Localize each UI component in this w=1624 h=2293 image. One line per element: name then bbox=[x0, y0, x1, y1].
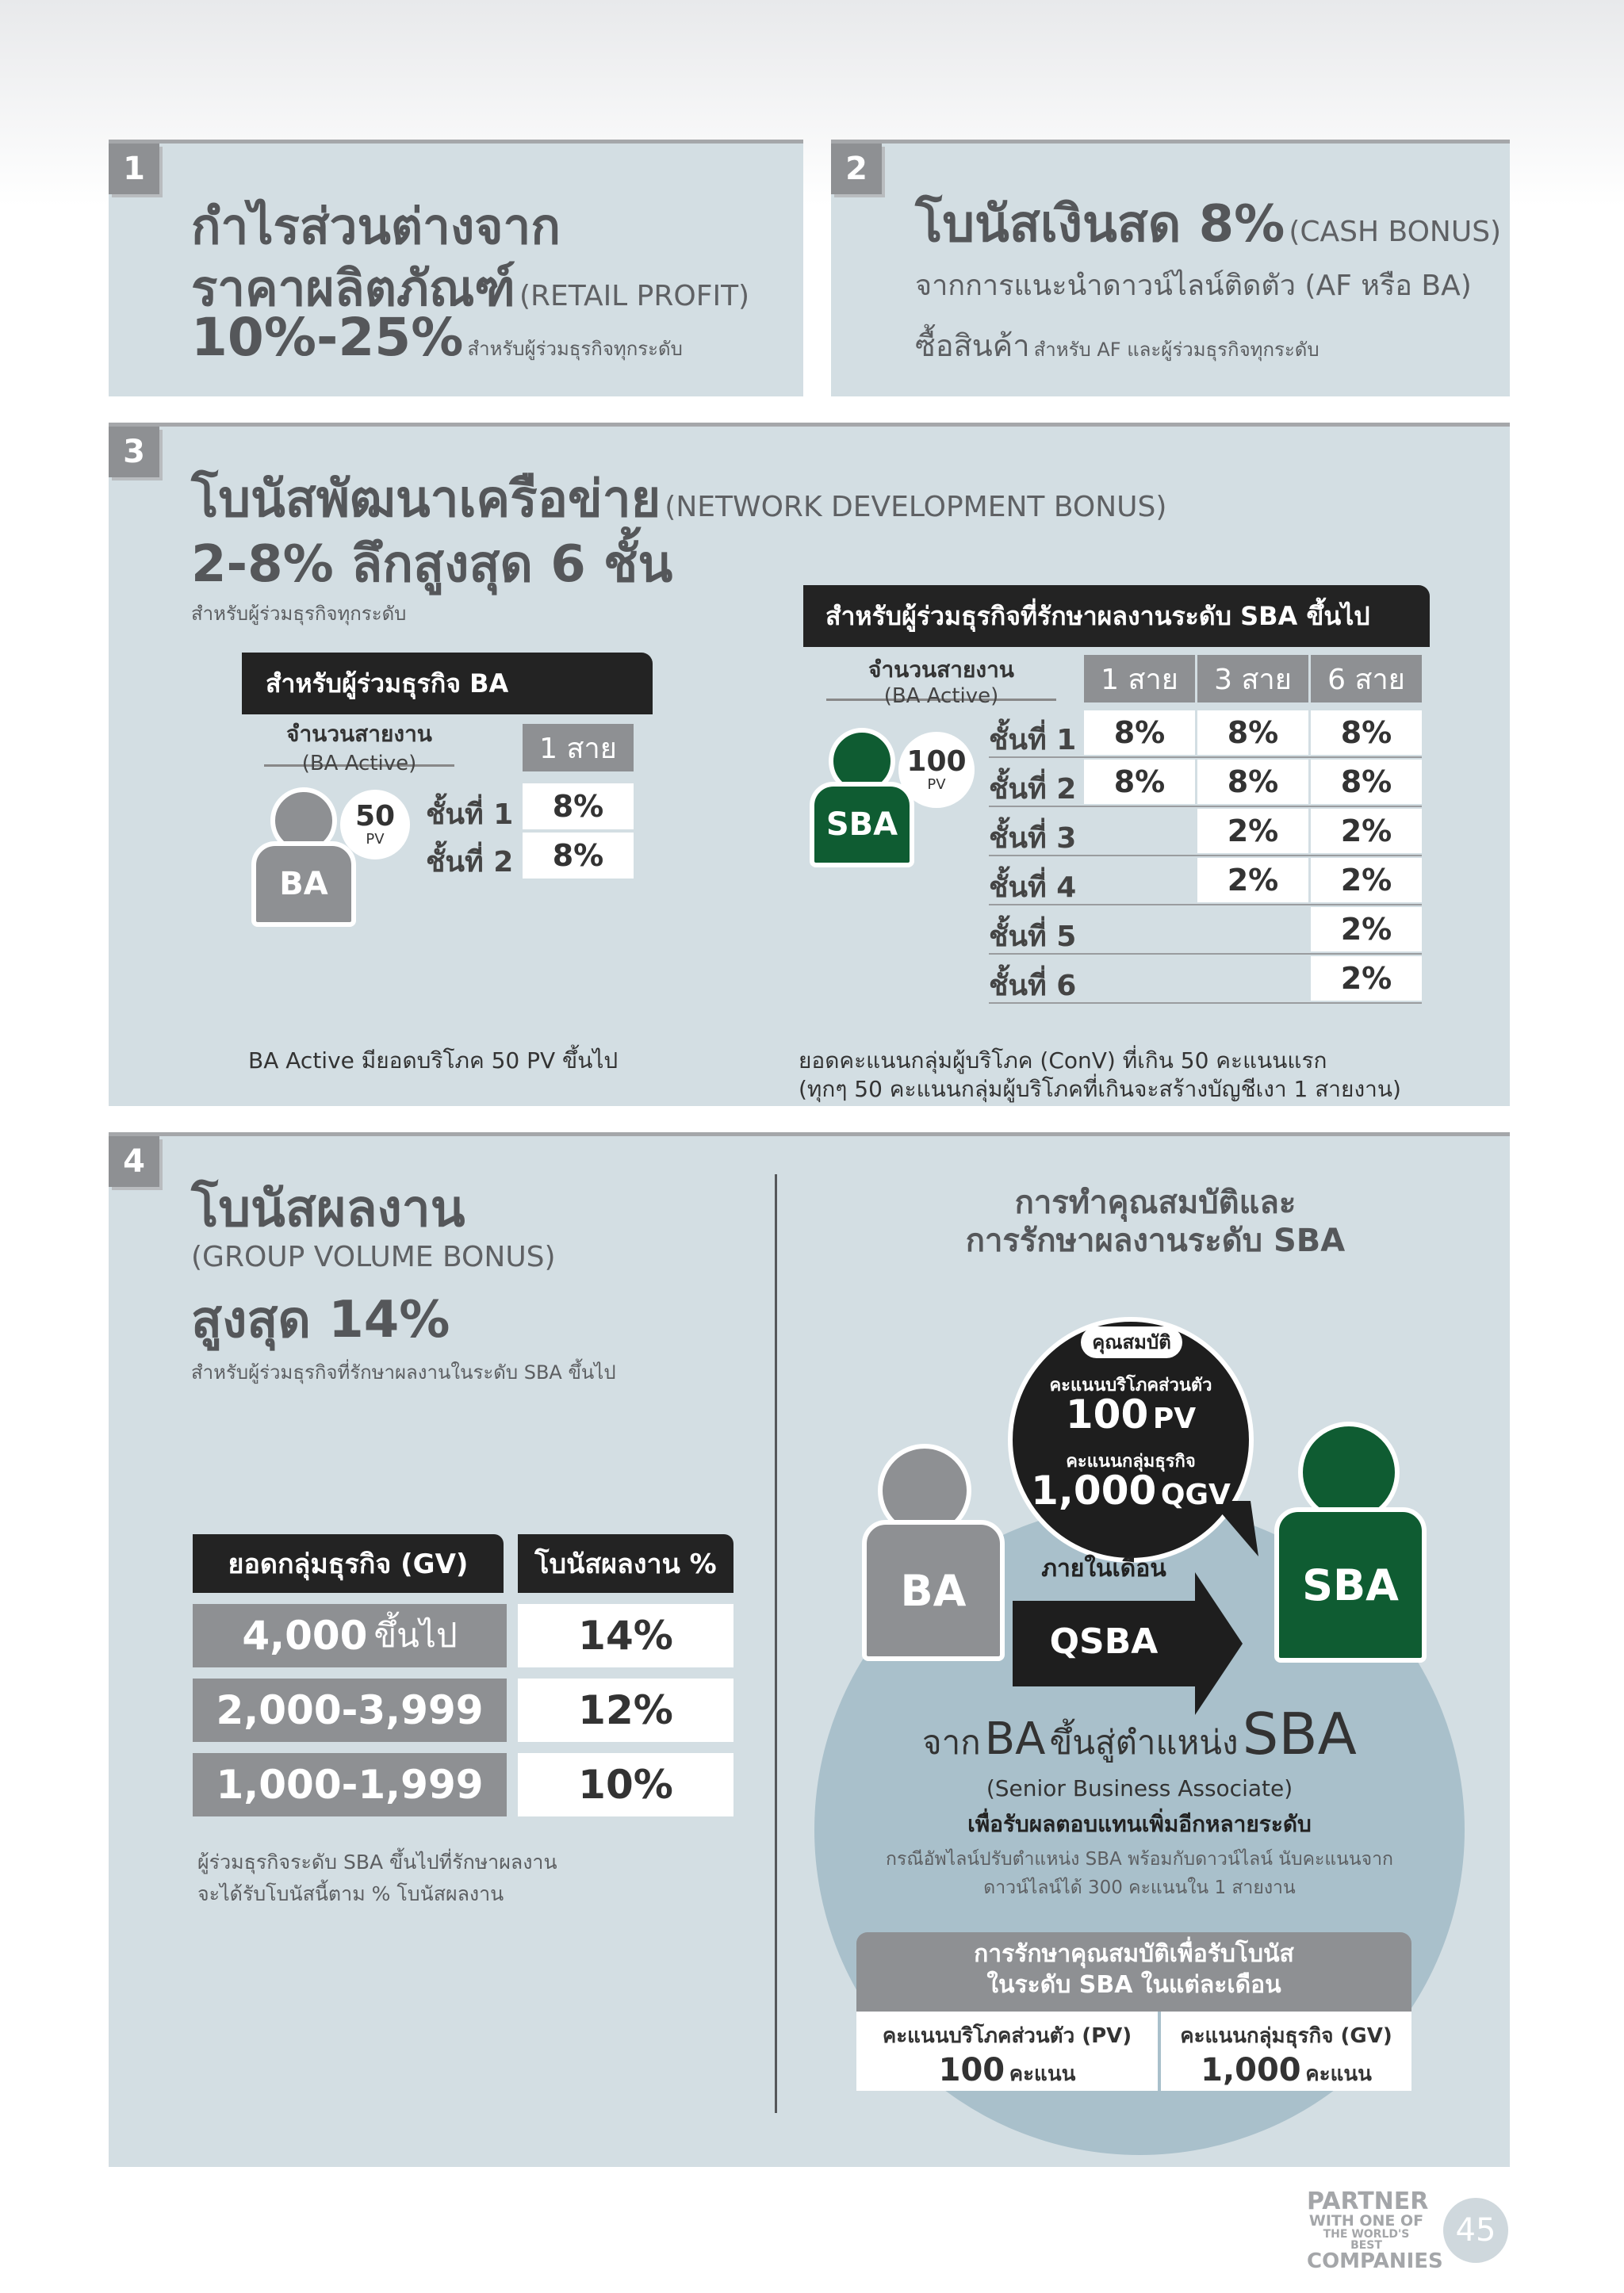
pv-value: 100 bbox=[906, 745, 967, 778]
promotion-line bbox=[822, 1701, 1457, 1769]
gv-table-head-2 bbox=[518, 1534, 733, 1593]
person-body: BA bbox=[251, 841, 356, 927]
maint-title-1: การรักษาคุณสมบัติเพื่อรับโบนัส bbox=[974, 1940, 1294, 1968]
arrow-top-label: ภายในเดือน bbox=[1041, 1555, 1166, 1583]
qualify-title bbox=[799, 1184, 1512, 1260]
promotion-note-1: กรณีอัพไลน์ปรับตำแหน่ง SBA พร้อมกับดาวน์ไลน์ นับคะแนนจาก bbox=[886, 1849, 1393, 1870]
gv-footnote-1: ผู้ร่วมธุรกิจระดับ SBA ขึ้นไปที่รักษาผลงาน bbox=[197, 1851, 557, 1874]
gv-row-2-range bbox=[193, 1679, 507, 1742]
tagline-3: THE WORLD'S BEST bbox=[1323, 2228, 1410, 2252]
title-thai: โบนัสพัฒนาเครือข่าย bbox=[191, 470, 661, 529]
sba-level-5: ชั้นที่ 5 bbox=[989, 921, 1077, 953]
to-sba: SBA bbox=[1242, 1701, 1357, 1767]
footer-tagline bbox=[1307, 2188, 1443, 2273]
sba-table-bar bbox=[803, 585, 1430, 647]
sba-level-6: ชั้นที่ 6 bbox=[989, 970, 1077, 1002]
pv-req bbox=[1013, 1391, 1249, 1437]
sba-full-name: (Senior Business Associate) bbox=[986, 1775, 1293, 1801]
sba-row-divider bbox=[989, 1002, 1422, 1004]
sba-col-header-3: 3 สาย bbox=[1197, 655, 1308, 702]
gv-value: 1,000-1,999 bbox=[216, 1762, 484, 1808]
ba-level-1-value: 8% bbox=[523, 783, 634, 829]
maint-gv-box bbox=[1161, 2012, 1411, 2091]
pv-unit: PV bbox=[366, 830, 385, 848]
sba-col-header-1: 1 สาย bbox=[1084, 655, 1195, 702]
maint-pv-value: 100 bbox=[938, 2052, 1005, 2088]
gv-value: 2,000-3,999 bbox=[216, 1687, 484, 1733]
lines-sub: (BA Active) bbox=[301, 752, 417, 775]
section-title-line1 bbox=[915, 183, 1501, 264]
sba-row-divider bbox=[989, 904, 1422, 905]
gv-row-3-pct: 10% bbox=[518, 1753, 733, 1816]
ba-table-bar bbox=[242, 653, 653, 714]
retail-profit-range: 10%-25% bbox=[191, 307, 464, 368]
ba-footnote: BA Active มียอดบริโภค 50 PV ขึ้นไป bbox=[248, 1047, 619, 1074]
sba-level-1-col-3: 8% bbox=[1311, 710, 1422, 755]
sba-level-3-col-2: 2% bbox=[1197, 809, 1308, 853]
sba-col-header-6: 6 สาย bbox=[1311, 655, 1422, 702]
eligibility-note: สำหรับผู้ร่วมธุรกิจทุกระดับ bbox=[191, 603, 407, 625]
qual-tag: คุณสมบัติ bbox=[1081, 1326, 1182, 1358]
title-thai: ราคาผลิตภัณฑ์ bbox=[191, 259, 515, 317]
section-title-line3 bbox=[191, 307, 683, 368]
sba-level-6-col-3: 2% bbox=[1311, 956, 1422, 1001]
maint-gv-unit: คะแนน bbox=[1305, 2062, 1372, 2086]
person-body: SBA bbox=[810, 782, 914, 867]
maint-gv-value: 1,000 bbox=[1201, 2052, 1301, 2088]
sba-level-4: ชั้นที่ 4 bbox=[989, 871, 1077, 904]
maintenance-header bbox=[856, 1932, 1411, 2012]
tagline-2: WITH ONE OF bbox=[1308, 2212, 1424, 2230]
sba-level-3: ชั้นที่ 3 bbox=[989, 822, 1077, 855]
lines-sub: (BA Active) bbox=[883, 684, 999, 708]
maint-title-2: ในระดับ SBA ในแต่ละเดือน bbox=[986, 1971, 1281, 1999]
lines-label: จำนวนสายงาน bbox=[286, 721, 432, 747]
buy-product: ซื้อสินค้า bbox=[915, 328, 1030, 363]
from-ba: BA bbox=[984, 1713, 1046, 1765]
title-english: (CASH BONUS) bbox=[1289, 216, 1502, 248]
gv-row-1-pct: 14% bbox=[518, 1604, 733, 1667]
from-text: จาก bbox=[922, 1723, 981, 1762]
qgv-req bbox=[1013, 1468, 1249, 1514]
sba-level-1: ชั้นที่ 1 bbox=[989, 724, 1077, 756]
gv-table-head-1 bbox=[193, 1534, 504, 1593]
tagline-4: COMPANIES bbox=[1307, 2249, 1443, 2273]
sba-level-2-col-1: 8% bbox=[1084, 760, 1195, 804]
gv-value: 4,000 bbox=[242, 1613, 368, 1659]
qgv-value: 1,000 bbox=[1031, 1468, 1157, 1514]
head-label: โบนัสผลงาน % bbox=[534, 1548, 717, 1580]
section-number: 3 bbox=[109, 427, 159, 477]
section-number: 1 bbox=[109, 144, 159, 194]
maint-gv-label: คะแนนกลุ่มธุรกิจ (GV) bbox=[1180, 2024, 1392, 2048]
section-retail-profit bbox=[109, 140, 803, 396]
sba-level-2: ชั้นที่ 2 bbox=[989, 773, 1077, 806]
section-title-line1: กำไรส่วนต่างจาก bbox=[191, 197, 561, 255]
lines-label: จำนวนสายงาน bbox=[868, 657, 1014, 683]
head-label: ยอดกลุ่มธุรกิจ (GV) bbox=[228, 1548, 469, 1580]
section-number: 4 bbox=[109, 1136, 159, 1187]
section-number: 2 bbox=[831, 144, 882, 194]
vertical-divider bbox=[775, 1174, 777, 2113]
pv-unit: PV bbox=[927, 775, 946, 793]
maint-gv bbox=[1161, 2052, 1411, 2090]
gv-row-3-range bbox=[193, 1753, 507, 1816]
sba-level-2-col-3: 8% bbox=[1311, 760, 1422, 804]
sba-lines-header bbox=[826, 653, 1056, 708]
gv-row-2-pct: 12% bbox=[518, 1679, 733, 1742]
promotion-note-2: ดาวน์ไลน์ได้ 300 คะแนนใน 1 สายงาน bbox=[983, 1878, 1296, 1898]
title-line-1: การทำคุณสมบัติและ bbox=[1014, 1185, 1297, 1221]
section-subtitle: 2-8% ลึกสูงสุด 6 ชั้น bbox=[191, 535, 673, 594]
title-line-2: การรักษาผลงานระดับ SBA bbox=[965, 1223, 1346, 1259]
ba-lines-header bbox=[264, 717, 454, 775]
maint-pv-unit: คะแนน bbox=[1009, 2062, 1076, 2086]
pv-value: 100 bbox=[1065, 1391, 1149, 1437]
reward-text: เพื่อรับผลตอบแทนเพิ่มอีกหลายระดับ bbox=[967, 1811, 1312, 1837]
gv-row-1-range bbox=[193, 1604, 507, 1667]
pv-label: คะแนนบริโภคส่วนตัว bbox=[1049, 1376, 1212, 1395]
to-text: ขึ้นสู่ตำแหน่ง bbox=[1049, 1723, 1239, 1762]
ba-pv-bubble bbox=[340, 790, 410, 859]
title-thai: โบนัสเงินสด 8% bbox=[915, 195, 1285, 254]
gv-footnote-2: จะได้รับโบนัสนี้ตาม % โบนัสผลงาน bbox=[197, 1882, 504, 1905]
ba-level-1: ชั้นที่ 1 bbox=[426, 798, 514, 831]
ba-bar-label: สำหรับผู้ร่วมธุรกิจ BA bbox=[266, 668, 509, 699]
title-english: (NETWORK DEVELOPMENT BONUS) bbox=[665, 491, 1167, 523]
eligibility-note: สำหรับผู้ร่วมธุรกิจที่รักษาผลงานในระดับ SBA ขึ้นไป bbox=[191, 1361, 616, 1384]
eligibility-note: สำหรับผู้ร่วมธุรกิจทุกระดับ bbox=[467, 338, 683, 360]
sba-row-divider bbox=[989, 855, 1422, 856]
sba-row-divider bbox=[989, 806, 1422, 807]
sba-level-2-col-2: 8% bbox=[1197, 760, 1308, 804]
title-english: (RETAIL PROFIT) bbox=[519, 280, 750, 312]
person-body: SBA bbox=[1274, 1507, 1427, 1663]
section-title-english: (GROUP VOLUME BONUS) bbox=[191, 1241, 556, 1273]
section-cash-bonus bbox=[831, 140, 1510, 396]
maint-pv-box bbox=[856, 2012, 1158, 2091]
sba-level-4-col-2: 2% bbox=[1197, 858, 1308, 902]
tagline-1: PARTNER bbox=[1307, 2188, 1429, 2215]
section-title: โบนัสผลงาน bbox=[191, 1180, 465, 1238]
gv-suffix: ขึ้นไป bbox=[373, 1616, 458, 1655]
sba-row-divider bbox=[989, 756, 1422, 758]
ba-col-header: 1 สาย bbox=[523, 724, 634, 771]
section-group-volume-bonus bbox=[109, 1132, 1510, 2167]
sba-footnote-1: ยอดคะแนนกลุ่มผู้บริโภค (ConV) ที่เกิน 50 คะแนนแรก bbox=[799, 1047, 1327, 1074]
section-network-bonus bbox=[109, 423, 1510, 1106]
sba-row-divider bbox=[989, 953, 1422, 955]
maint-pv bbox=[856, 2052, 1158, 2090]
sba-level-5-col-3: 2% bbox=[1311, 907, 1422, 951]
ba-level-2-value: 8% bbox=[523, 833, 634, 879]
qgv-unit: QGV bbox=[1160, 1479, 1231, 1511]
page-number: 45 bbox=[1443, 2198, 1508, 2263]
pv-value: 50 bbox=[354, 799, 396, 833]
eligibility-note: สำหรับ AF และผู้ร่วมธุรกิจทุกระดับ bbox=[1033, 339, 1320, 361]
sba-bar-label: สำหรับผู้ร่วมธุรกิจที่รักษาผลงานระดับ SBA ขึ้นไป bbox=[825, 600, 1370, 631]
pv-unit: PV bbox=[1152, 1403, 1197, 1435]
sba-level-3-col-3: 2% bbox=[1311, 809, 1422, 853]
sba-level-4-col-3: 2% bbox=[1311, 858, 1422, 902]
section-desc-line2: จากการแนะนำดาวน์ไลน์ติดตัว (AF หรือ BA) bbox=[915, 270, 1472, 302]
sba-level-1-col-1: 8% bbox=[1084, 710, 1195, 755]
max-bonus: สูงสุด 14% bbox=[191, 1291, 450, 1349]
ba-level-2: ชั้นที่ 2 bbox=[426, 846, 514, 879]
section-desc-line3 bbox=[915, 321, 1320, 369]
sba-level-1-col-2: 8% bbox=[1197, 710, 1308, 755]
sba-pv-bubble bbox=[898, 732, 975, 808]
sba-footnote-2: (ทุกๆ 50 คะแนนกลุ่มผู้บริโภคที่เกินจะสร้างบัญชีเงา 1 สายงาน) bbox=[799, 1076, 1401, 1102]
arrow-label: QSBA bbox=[1049, 1621, 1159, 1662]
maint-pv-label: คะแนนบริโภคส่วนตัว (PV) bbox=[882, 2024, 1132, 2048]
person-body: BA bbox=[862, 1520, 1005, 1661]
qgv-label: คะแนนกลุ่มธุรกิจ bbox=[1066, 1452, 1196, 1472]
